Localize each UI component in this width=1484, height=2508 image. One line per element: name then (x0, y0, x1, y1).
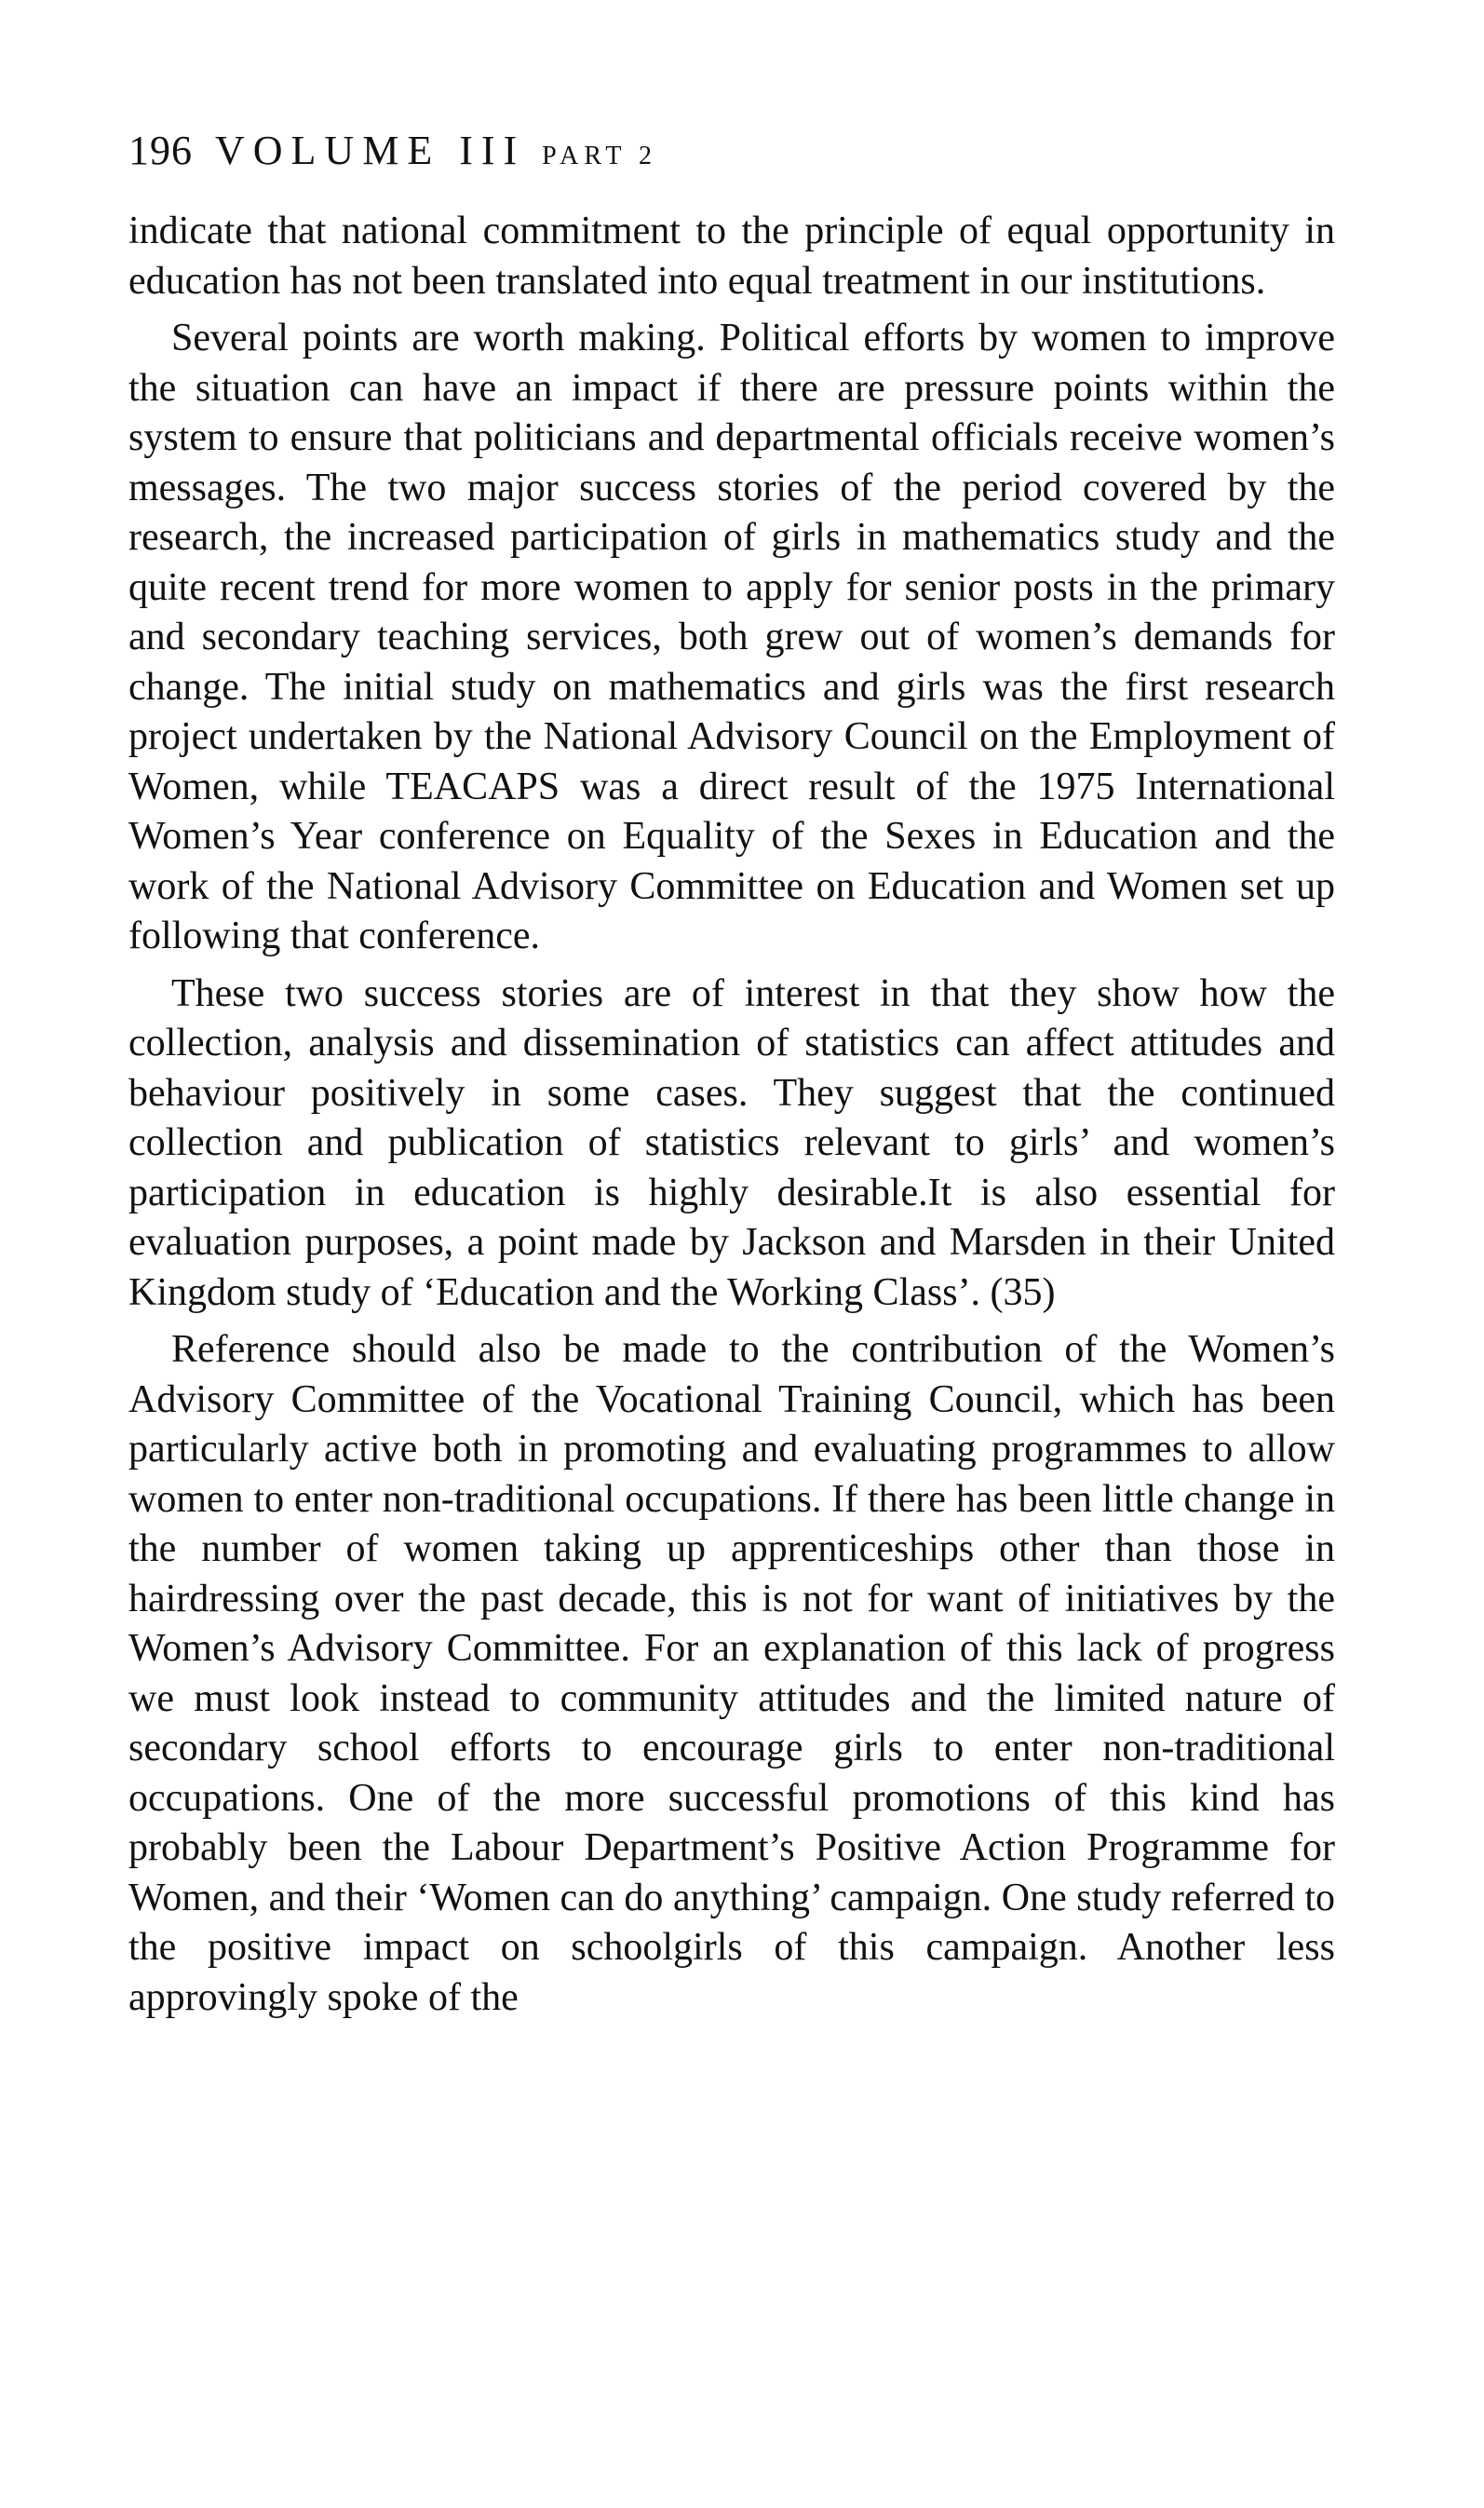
body-text (128, 207, 1335, 2023)
book-page (128, 130, 1335, 2030)
part-label: PART 2 (542, 142, 657, 170)
paragraph-4: Reference should also be made to the contribution of the Women’s Advisory Committee of the Vocational Training Council, which has been particularly active both in promoting and evaluating programmes to allow women to enter non-traditional occupations. If there has been little change in the number of women taking up apprenticeships other than those in hairdressing over the past decade, this is not for want of initiatives by the Women’s Advisory Committee. For an explanation of this lack of progress we must look instead to community attitudes and the limited nature of secondary school efforts to encourage girls to enter non-traditional occupations. One of the more successful promotions of this kind has probably been the Labour Department’s Positive Action Programme for Women, and their ‘Women can do anything’ campaign. One study referred to the positive impact on schoolgirls of this campaign. Another less approvingly spoke of the (128, 1328, 1335, 2019)
page-number: 196 (128, 128, 193, 173)
paragraph-1: indicate that national commitment to the principle of equal opportunity in education has not been translated into equal treatment in our institutions. (128, 210, 1335, 303)
volume-title: VOLUME III (215, 128, 526, 173)
paragraph-2: Several points are worth making. Political efforts by women to improve the situation can have an impact if there are pressure points within the system to ensure that politicians and departmental officials receive women’s messages. The two major success stories of the period covered by the research, the increased participation of girls in mathematics study and the quite recent trend for more women to apply for senior posts in the primary and secondary teaching services, both grew out of women’s demands for change. The initial study on mathematics and girls was the first research project undertaken by the National Advisory Council on the Employment of Women, while TEACAPS was a direct result of the 1975 International Women’s Year conference on Equality of the Sexes in Education and the work of the National Advisory Committee on Education and Women set up following that conference. (128, 317, 1335, 957)
running-head (128, 130, 1335, 186)
paragraph-3: These two success stories are of interest in that they show how the collection, analysis and dissemination of statistics can affect attitudes and behaviour positively in some cases. They suggest that the continued collection and publication of statistics relevant to girls’ and women’s participation in education is highly desirable.It is also essential for evaluation purposes, a point made by Jackson and Marsden in their United Kingdom study of ‘Education and the Working Class’. (35) (128, 971, 1335, 1314)
